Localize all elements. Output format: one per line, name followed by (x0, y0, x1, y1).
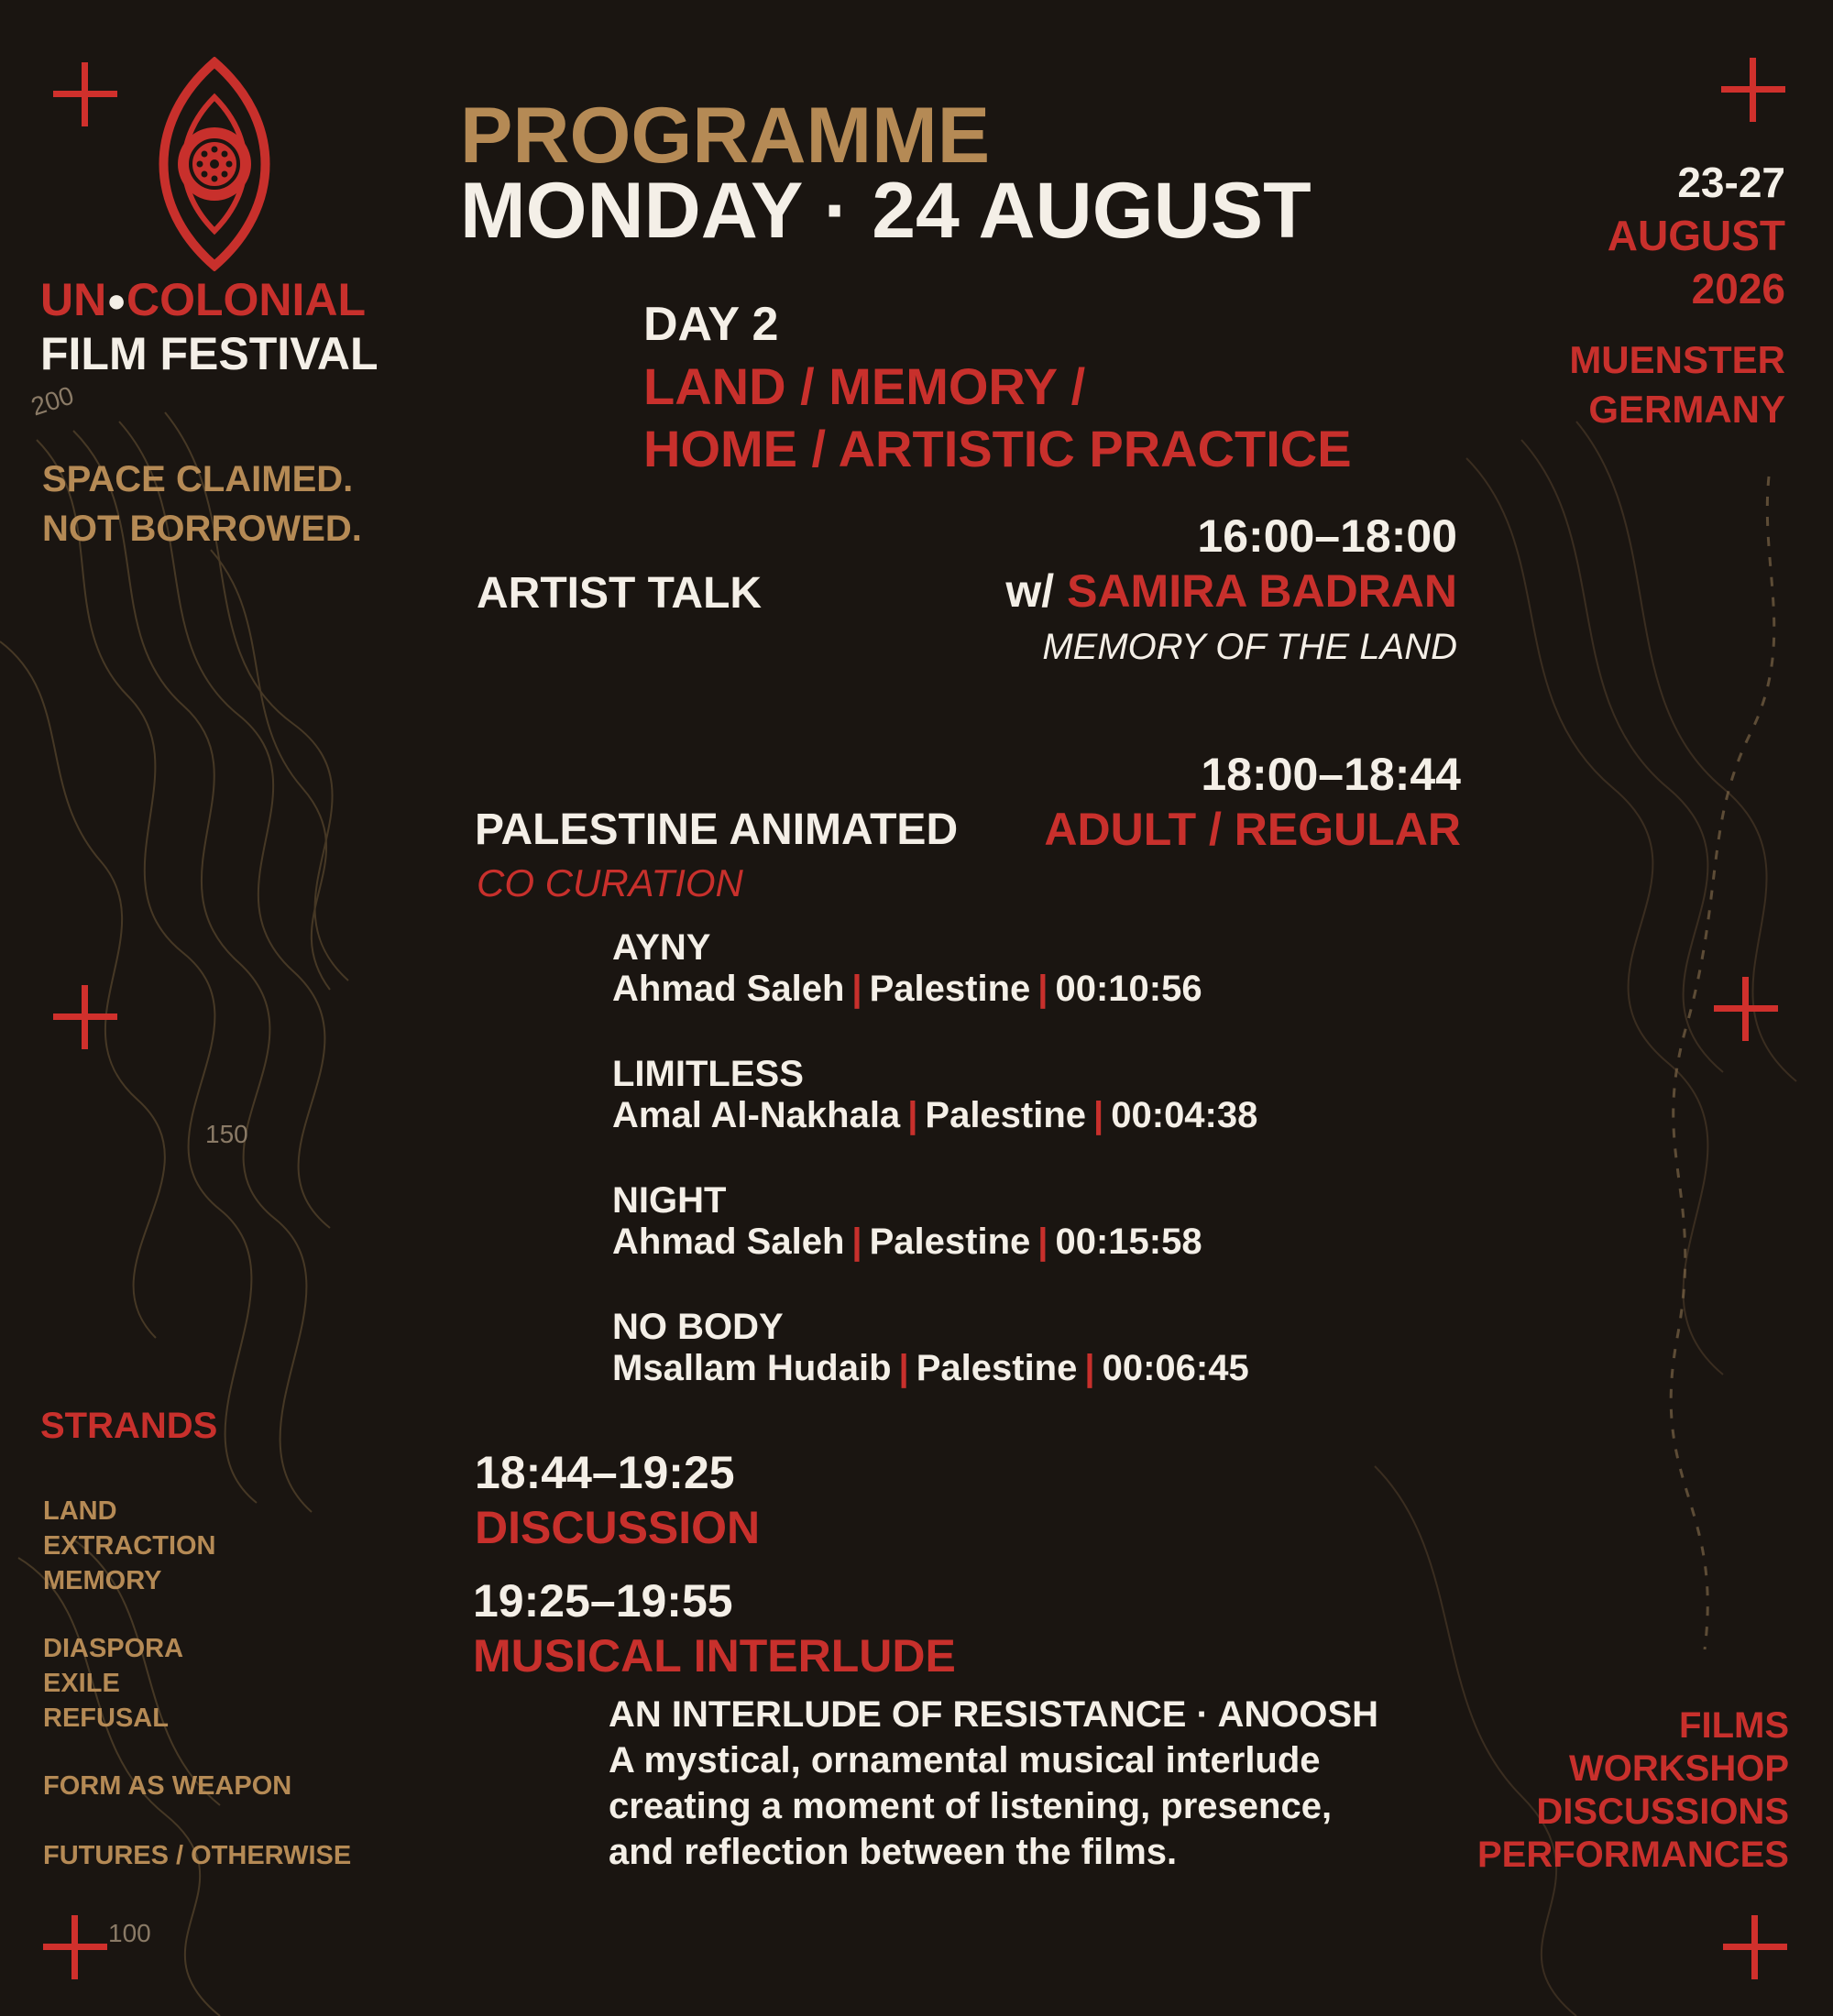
day-label: DAY 2 (643, 298, 779, 351)
discussion-title: DISCUSSION (475, 1502, 761, 1553)
strands-list (43, 1494, 351, 1873)
map-label-100: 100 (108, 1919, 151, 1947)
film-list (612, 927, 1257, 1433)
separator: | (851, 969, 862, 1009)
artist-talk-artist-line (916, 564, 1457, 618)
event-dates: 23-27 (1677, 159, 1785, 206)
interlude-desc-line2: creating a moment of listening, presence, (609, 1786, 1333, 1826)
film-country: Palestine (869, 1222, 1031, 1262)
film-item (612, 1307, 1257, 1433)
event-month: AUGUST (1607, 212, 1785, 259)
screening-title: PALESTINE ANIMATED (475, 805, 959, 854)
strand-item: EXILE (43, 1669, 120, 1698)
artist-talk-time: 16:00–18:00 (1197, 510, 1457, 562)
event-city: MUENSTER (1569, 338, 1785, 381)
film-duration: 00:10:56 (1055, 969, 1202, 1009)
interlude-desc-line3: and reflection between the films. (609, 1832, 1178, 1872)
discussion-time: 18:44–19:25 (475, 1447, 735, 1498)
film-director: Ahmad Saleh (612, 1222, 845, 1262)
screening-note: CO CURATION (477, 861, 743, 904)
cross-top-left (53, 62, 117, 126)
strand-item: DIASPORA (43, 1634, 184, 1663)
strand-item: FUTURES / OTHERWISE (43, 1841, 352, 1870)
film-title: AYNY (612, 927, 711, 968)
film-duration: 00:04:38 (1111, 1095, 1258, 1135)
strand-item: FORM AS WEAPON (43, 1771, 292, 1801)
theme-line1: LAND / MEMORY / (643, 357, 1086, 415)
festival-name-part2: COLONIAL (126, 274, 367, 325)
film-duration: 00:06:45 (1102, 1348, 1249, 1388)
interlude-subtitle: AN INTERLUDE OF RESISTANCE · ANOOSH (609, 1694, 1379, 1735)
film-meta (612, 969, 1257, 1010)
offering-films: FILMS (1679, 1705, 1789, 1746)
offerings-list (1404, 1704, 1789, 1877)
film-title: NIGHT (612, 1180, 727, 1221)
separator: | (1093, 1095, 1104, 1135)
film-meta (612, 1095, 1257, 1136)
festival-name-part1: UN (40, 274, 107, 325)
film-title: NO BODY (612, 1307, 784, 1347)
film-director: Amal Al-Nakhala (612, 1095, 901, 1135)
strand-item: MEMORY (43, 1566, 162, 1595)
map-label-200: 200 (27, 380, 78, 422)
film-country: Palestine (869, 969, 1031, 1009)
offering-performances: PERFORMANCES (1476, 1835, 1789, 1875)
interlude-time: 19:25–19:55 (473, 1575, 733, 1627)
programme-date: MONDAY · 24 AUGUST (460, 167, 1312, 255)
artist-talk-subtitle: MEMORY OF THE LAND (1042, 627, 1457, 667)
screening-category: ADULT / REGULAR (1044, 804, 1461, 855)
event-info (1419, 156, 1785, 434)
film-title: LIMITLESS (612, 1054, 804, 1094)
artist-name: SAMIRA BADRAN (1067, 565, 1457, 617)
event-year: 2026 (1691, 265, 1785, 312)
strand-item: EXTRACTION (43, 1531, 216, 1561)
programme-label: PROGRAMME (460, 92, 991, 180)
strands-heading: STRANDS (40, 1406, 218, 1446)
separator: | (907, 1095, 918, 1135)
film-country: Palestine (916, 1348, 1078, 1388)
film-meta (612, 1222, 1257, 1263)
offering-discussions: DISCUSSIONS (1536, 1791, 1789, 1832)
separator: | (898, 1348, 909, 1388)
artist-with-prefix: w/ (1005, 565, 1068, 617)
film-director: Msallam Hudaib (612, 1348, 892, 1388)
strand-item: LAND (43, 1496, 117, 1526)
festival-name (40, 273, 378, 380)
cross-mid-left (53, 985, 117, 1049)
name-dot: ● (106, 281, 126, 319)
film-country: Palestine (925, 1095, 1087, 1135)
cross-top-right (1721, 58, 1785, 122)
interlude-title: MUSICAL INTERLUDE (473, 1630, 956, 1682)
tagline-line2: NOT BORROWED. (42, 509, 362, 549)
separator: | (1084, 1348, 1095, 1388)
cross-bottom-left (43, 1915, 107, 1979)
cross-mid-right (1714, 977, 1778, 1041)
separator: | (1037, 1222, 1048, 1262)
festival-name-line2: FILM FESTIVAL (40, 328, 379, 379)
cross-bottom-right (1723, 1915, 1787, 1979)
screening-time: 18:00–18:44 (1201, 749, 1461, 800)
event-country: GERMANY (1588, 388, 1785, 431)
film-item (612, 1180, 1257, 1307)
day-theme (643, 356, 1352, 480)
interlude-desc-line1: A mystical, ornamental musical interlude (609, 1740, 1321, 1780)
festival-tagline (42, 455, 362, 553)
film-item (612, 1054, 1257, 1180)
map-label-150: 150 (205, 1120, 248, 1148)
film-item (612, 927, 1257, 1054)
film-duration: 00:15:58 (1055, 1222, 1202, 1262)
interlude-details (609, 1692, 1378, 1875)
festival-eye-logo (145, 57, 284, 271)
theme-line2: HOME / ARTISTIC PRACTICE (643, 420, 1352, 477)
strand-item: REFUSAL (43, 1704, 169, 1733)
film-meta (612, 1348, 1257, 1389)
offering-workshop: WORKSHOP (1569, 1748, 1789, 1789)
separator: | (1037, 969, 1048, 1009)
film-director: Ahmad Saleh (612, 969, 845, 1009)
separator: | (851, 1222, 862, 1262)
artist-talk-title: ARTIST TALK (477, 569, 763, 618)
tagline-line1: SPACE CLAIMED. (42, 459, 354, 499)
